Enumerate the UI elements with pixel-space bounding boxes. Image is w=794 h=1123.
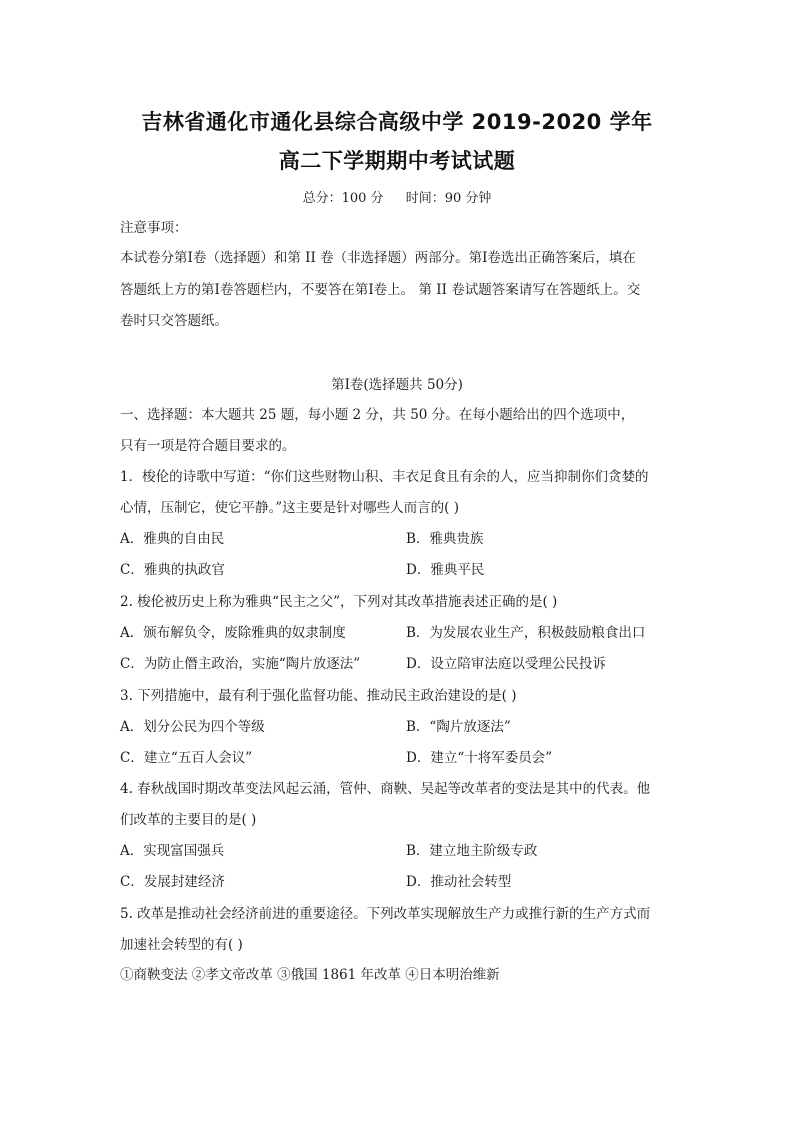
option-4a: A．实现富国强兵: [120, 843, 225, 859]
option-3c: C．建立“五百人会议”: [120, 750, 253, 766]
option-4b: B．建立地主阶级专政: [406, 843, 538, 859]
option-4c: C．发展封建经济: [120, 874, 225, 890]
section-instruction: 只有一项是符合题目要求的。: [120, 438, 296, 454]
question-stem-4: 们改革的主要目的是( ): [120, 812, 257, 828]
option-2d: D．设立陪审法庭以受理公民投诉: [406, 656, 606, 672]
option-3b: B．“陶片放逐法”: [406, 719, 511, 735]
option-3d: D．建立“十将军委员会”: [406, 750, 553, 766]
option-1c: C．雅典的执政官: [120, 562, 225, 578]
question-stem-5: 加速社会转型的有( ): [120, 937, 243, 953]
notes-line: 答题纸上方的第Ⅰ卷答题栏内，不要答在第Ⅰ卷上。 第 II 卷试题答案请写在答题纸上。交: [120, 282, 641, 298]
exam-meta: [0, 187, 794, 206]
section-title: 第Ⅰ卷(选择题共 50分): [331, 377, 463, 393]
option-1b: B．雅典贵族: [406, 531, 484, 547]
option-4d: D．推动社会转型: [406, 874, 512, 890]
option-2a: A．颁布解负令，废除雅典的奴隶制度: [120, 625, 346, 641]
option-3a: A．划分公民为四个等级: [120, 719, 265, 735]
option-2b: B．为发展农业生产，积极鼓励粮食出口: [406, 625, 646, 641]
question-stem-1: 心情，压制它，使它平静。”这主要是针对哪些人而言的( ): [120, 500, 459, 516]
notes-line: 本试卷分第Ⅰ卷（选择题）和第 II 卷（非选择题）两部分。第Ⅰ卷选出正确答案后，填在: [120, 250, 636, 266]
total-score: 总分：100 分: [302, 191, 384, 206]
question-stem-2: 2. 梭伦被历史上称为雅典“民主之父”，下列对其改革措施表述正确的是( ): [120, 594, 558, 610]
question-stem-4: 4. 春秋战国时期改革变法风起云涌，管仲、商鞅、吴起等改革者的变法是其中的代表。他: [120, 781, 651, 797]
notes-heading: 注意事项：: [120, 220, 188, 236]
option-1a: A．雅典的自由民: [120, 531, 225, 547]
option-2c: C．为防止僭主政治，实施“陶片放逐法”: [120, 656, 361, 672]
exam-time: 时间：90 分钟: [405, 191, 492, 206]
option-1d: D．雅典平民: [406, 562, 485, 578]
section-instruction: 一、选择题：本大题共 25 题，每小题 2 分，共 50 分。在每小题给出的四个选项中，: [120, 407, 635, 423]
question-stem-5: 5. 改革是推动社会经济前进的重要途径。下列改革实现解放生产力或推行新的生产方式而: [120, 906, 651, 922]
exam-title-line2: 高二下学期期中考试试题: [278, 149, 516, 173]
notes-line: 卷时只交答题纸。: [120, 313, 228, 329]
question-stem-3: 3. 下列措施中，最有利于强化监督功能、推动民主政治建设的是( ): [120, 688, 517, 704]
question-stem-1: 1．梭伦的诗歌中写道：“你们这些财物山积、丰衣足食且有余的人，应当抑制你们贪婪的: [120, 469, 649, 485]
exam-title-line1: 吉林省通化市通化县综合高级中学 2019-2020 学年: [141, 110, 653, 134]
question-choices-5: ①商鞅变法 ②孝文帝改革 ③俄国 1861 年改革 ④日本明治维新: [120, 967, 500, 983]
